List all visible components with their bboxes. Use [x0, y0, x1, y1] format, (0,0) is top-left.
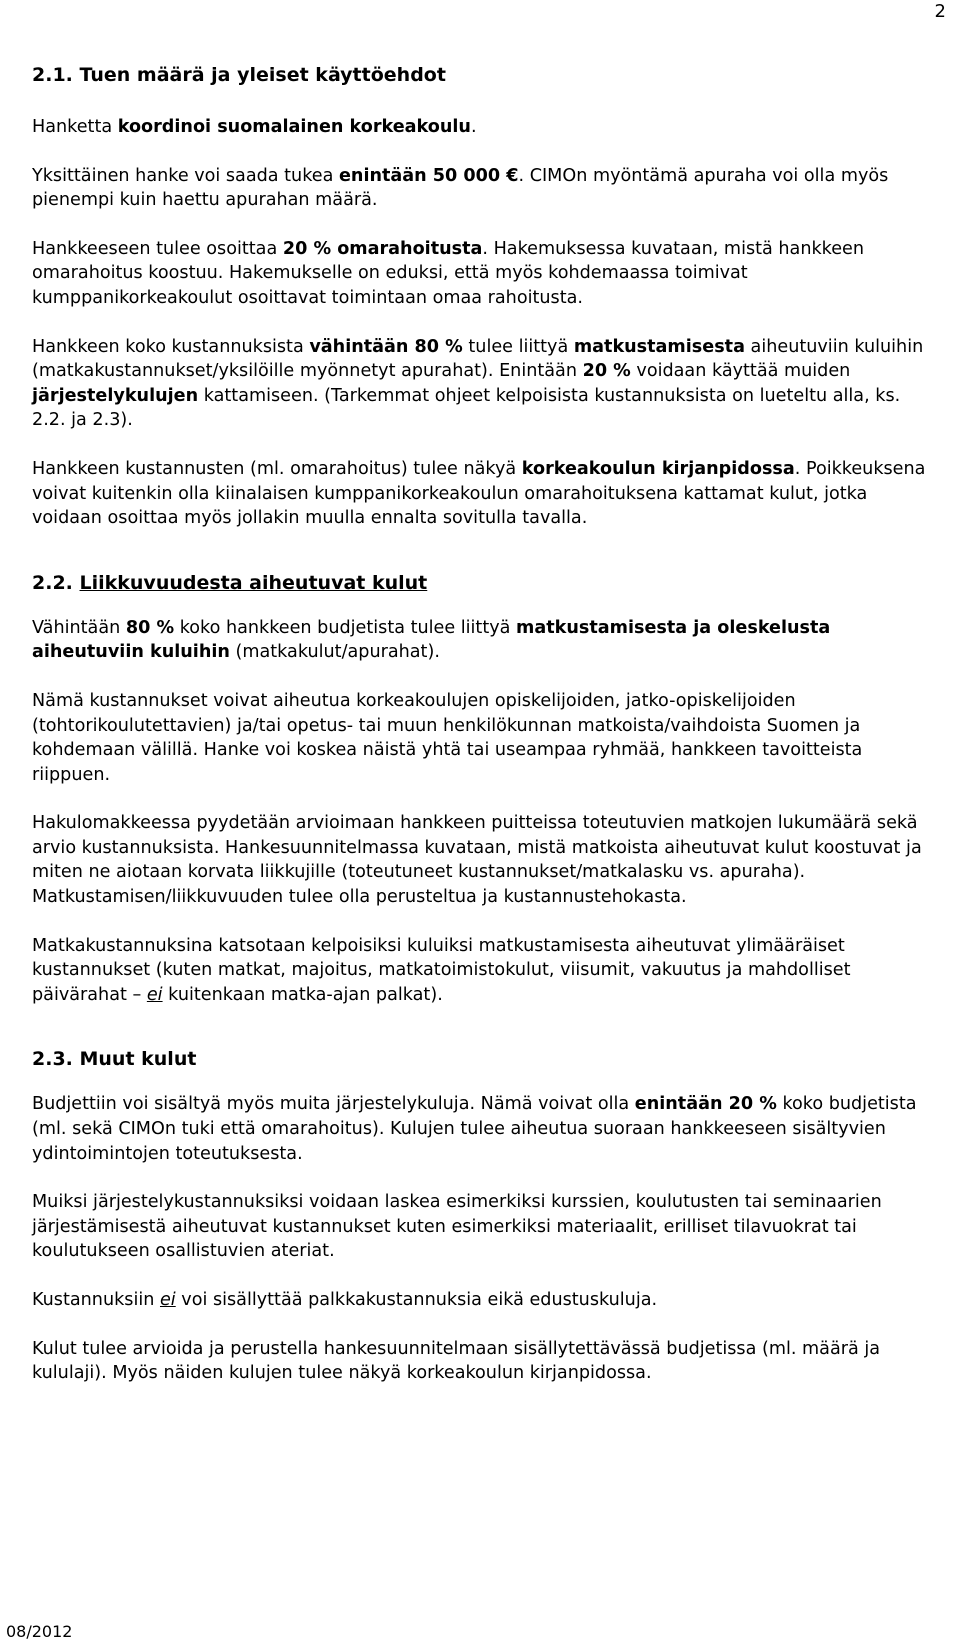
section-title-2-2: 2.2. Liikkuvuudesta aiheutuvat kulut [32, 571, 428, 594]
paragraph-travel-share: Vähintään 80 % koko hankkeen budjetista tulee liittyä matkustamisesta ja oleskelusta aiheutuviin kuluihin (matkakulut/apurahat). [32, 617, 831, 663]
section-title-2-3: 2.3. Muut kulut [32, 1048, 197, 1071]
page-number: 2 [934, 1, 946, 22]
paragraph-eligible-travel-costs: Matkakustannuksina katsotaan kelpoisiksi kuluiksi matkustamisesta aiheutuvat ylimääräiset kustannukset (kuten matkat, majoitus, matkatoimistokulut, viisumit, vakuutus ja mahdolliset päivärahat – ei kuitenkaan matka-ajan palkat). [32, 935, 851, 1005]
paragraph-own-funding: Hankkeeseen tulee osoittaa 20 % omarahoitusta. Hakemuksessa kuvataan, mistä hankkeen omarahoitus koostuu. Hakemukselle on eduksi, että myös kohdemaassa toimivat kumppanikorkeakoulut osoittavat toimintaan omaa rahoitusta. [32, 238, 865, 308]
footer-date: 08/2012 [6, 1622, 73, 1641]
paragraph-cost-shares: Hankkeen koko kustannuksista vähintään 80 % tulee liittyä matkustamisesta aiheutuviin kuluihin (matkakustannukset/yksilöille myönnetyt apurahat). Enintään 20 % voidaan käyttää muiden järjestelykulujen kattamiseen. (Tarkemmat ohjeet kelpoisista kustannuksista on lueteltu alla, ks. 2.2. ja 2.3). [32, 336, 924, 431]
paragraph-coordinator: Hanketta koordinoi suomalainen korkeakoulu. [32, 117, 477, 137]
paragraph-application-form: Hakulomakkeessa pyydetään arvioimaan hankkeen puitteissa toteutuvien matkojen lukumäärä sekä arvio kustannuksista. Hankesuunnitelmassa kuvataan, mistä matkoista aiheutuvat kulut koostuvat ja miten ne aiotaan korvata liikkujille (toteutuneet kustannukset/matkalasku vs. apuraha). Matkustamisen/liikkuvuuden tulee olla perusteltua ja kustannustehokasta. [32, 813, 922, 908]
paragraph-budget-estimate: Kulut tulee arvioida ja perustella hankesuunnitelmaan sisällytettävässä budjetissa (ml. määrä ja kululaji). Myös näiden kulujen tulee näkyä korkeakoulun kirjanpidossa. [32, 1338, 881, 1384]
paragraph-other-costs: Budjettiin voi sisältyä myös muita järjestelykuluja. Nämä voivat olla enintään 20 % koko budjetista (ml. sekä CIMOn tuki että omarahoitus). Kulujen tulee aiheutua suoraan hankkeeseen sisältyvien ydintoimintojen toteutuksesta. [32, 1094, 917, 1164]
paragraph-excluded-costs: Kustannuksiin ei voi sisällyttää palkkakustannuksia eikä edustuskuluja. [32, 1290, 658, 1310]
section-title-2-1: 2.1. Tuen määrä ja yleiset käyttöehdot [32, 64, 446, 86]
paragraph-max-support: Yksittäinen hanke voi saada tukea enintään 50 000 €. CIMOn myöntämä apuraha voi olla myös pienempi kuin haettu apurahan määrä. [32, 165, 889, 211]
paragraph-target-groups: Nämä kustannukset voivat aiheutua korkeakoulujen opiskelijoiden, jatko-opiskelijoiden (tohtorikoulutettavien) ja/tai opetus- tai muun henkilökunnan matkoista/vaihdoista Suomen ja kohdemaan välillä. Hanke voi koskea näistä yhtä tai useampaa ryhmää, hankkeen tavoitteista riippuen. [32, 690, 863, 785]
paragraph-organisation-costs: Muiksi järjestelykustannuksiksi voidaan laskea esimerkiksi kurssien, koulutusten tai seminaarien järjestämisestä aiheutuvat kustannukset kuten esimerkiksi materiaalit, erilliset tilavuokrat tai koulutukseen osallistuvien ateriat. [32, 1192, 882, 1262]
paragraph-bookkeeping: Hankkeen kustannusten (ml. omarahoitus) tulee näkyä korkeakoulun kirjanpidossa. Poikkeuksena voivat kuitenkin olla kiinalaisen kumppanikorkeakoulun omarahoituksena kattamat kulut, jotka voidaan osoittaa myös jollakin muulla ennalta sovitulla tavalla. [32, 458, 926, 529]
document-body [32, 63, 932, 1410]
